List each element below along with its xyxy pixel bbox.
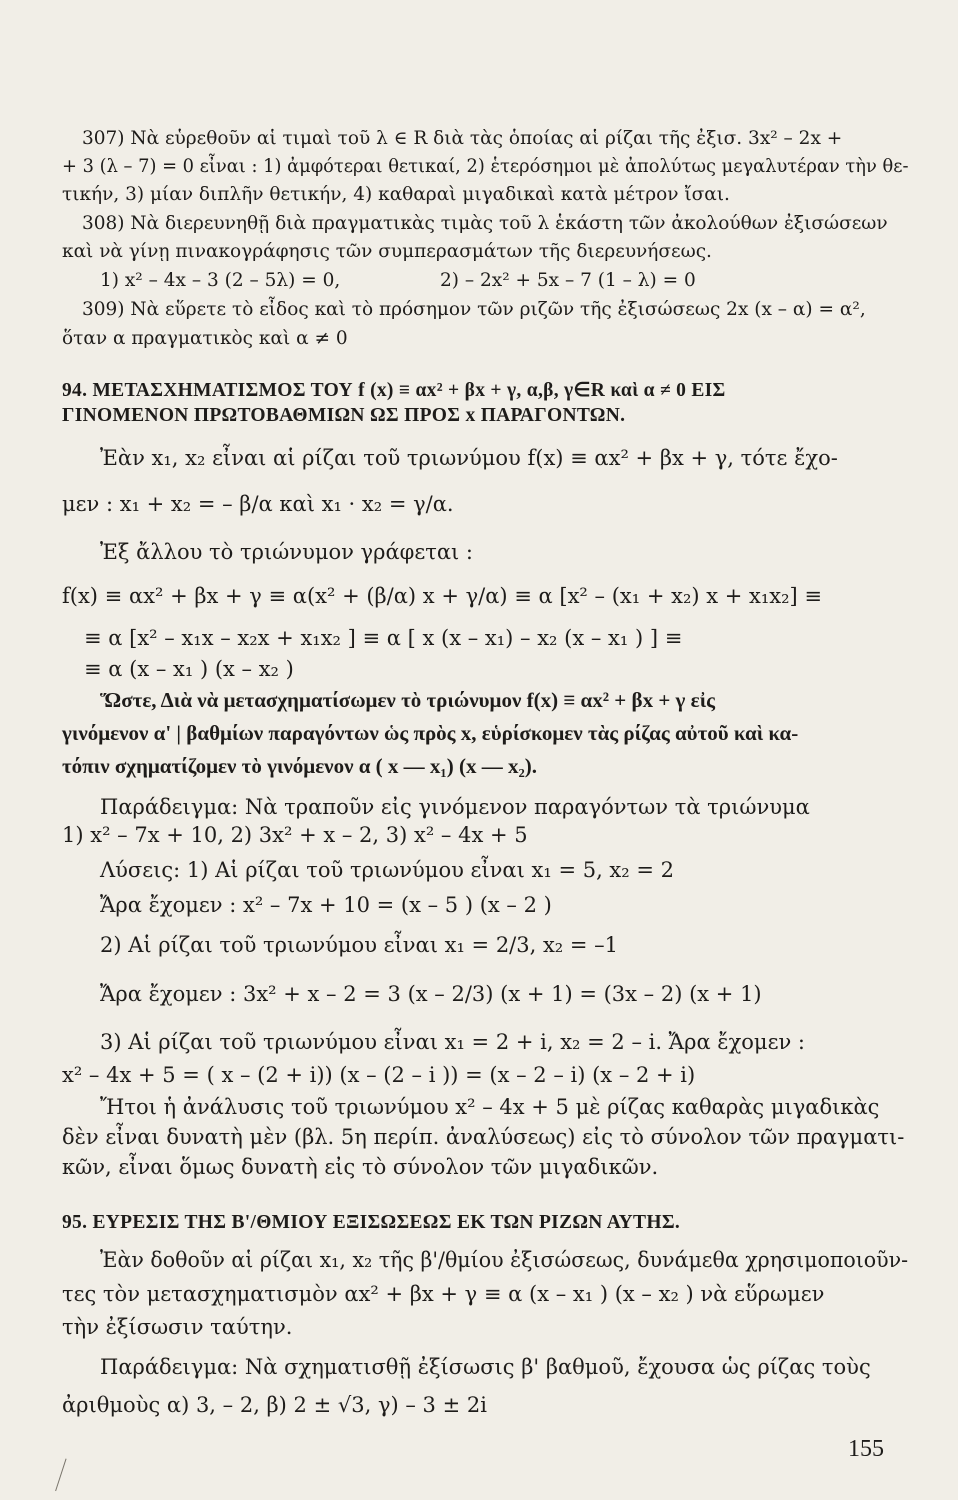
exercise-308-equation2: 2) – 2x² + 5x – 7 (1 – λ) = 0 [440,270,696,291]
page-number: 155 [848,1436,884,1462]
remark-line3: κῶν, εἶναι ὅμως δυνατὴ εἰς τὸ σύνολον τῶν μιγαδικῶν. [62,1155,659,1179]
section-94-paragraph1: Ἐὰν x₁, x₂ εἶναι αἱ ρίζαι τοῦ τριωνύμου f(x) ≡ αx² + βx + γ, τότε ἔχο- [100,446,838,470]
remark-line2: δὲν εἶναι δυνατὴ μὲν (βλ. 5η περίπ. ἀναλύσεως) εἰς τὸ σύνολον τῶν πραγματι- [62,1125,905,1149]
section-94-formula1: f(x) ≡ αx² + βx + γ ≡ α(x² + (β/α) x + γ/α) ≡ α [x² – (x₁ + x₂) x + x₁x₂] ≡ [62,584,823,608]
exercise-307-line1: 307) Νὰ εὑρεθοῦν αἱ τιμαὶ τοῦ λ ∈ R διὰ τὰς ὁποίας αἱ ρίζαι τῆς ἐξισ. 3x² – 2x + [82,128,843,149]
solution-3-factorization: x² – 4x + 5 = ( x – (2 + i)) (x – (2 – i )) = (x – 2 – i) (x – 2 + i) [62,1063,696,1087]
exercise-307-line3: τικήν, 3) μίαν διπλῆν θετικήν, 4) καθαραὶ μιγαδικαὶ κατὰ μέτρον ἴσαι. [62,184,730,205]
section-94-example-heading: Παράδειγμα: Νὰ τραποῦν εἰς γινόμενον παραγόντων τὰ τριώνυμα [100,795,810,819]
section-94-formula2: ≡ α [x² – x₁x – x₂x + x₁x₂ ] ≡ α [ x (x – x₁) – x₂ (x – x₁ ) ] ≡ [84,626,683,650]
pencil-mark [55,1459,80,1496]
remark-line1: Ἤτοι ἡ ἀνάλυσις τοῦ τριωνύμου x² – 4x + 5 μὲ ρίζας καθαρὰς μιγαδικὰς [100,1095,880,1119]
exercise-309-line2: ὅταν α πραγματικὸς καὶ α ≠ 0 [62,328,348,349]
exercise-308-line2: καὶ νὰ γίνῃ πινακογράφησις τῶν συμπερασμάτων τῆς διερευνήσεως. [62,241,712,262]
solution-1-factorization: Ἄρα ἔχομεν : x² – 7x + 10 = (x – 5 ) (x – 2 ) [100,893,552,917]
exercise-308-equation1: 1) x² – 4x – 3 (2 – 5λ) = 0, [100,270,341,291]
section-94-example-trinomials: 1) x² – 7x + 10, 2) 3x² + x – 2, 3) x² – 4x + 5 [62,823,528,847]
solution-3-roots: 3) Αἱ ρίζαι τοῦ τριωνύμου εἶναι x₁ = 2 + i, x₂ = 2 – i. Ἄρα ἔχομεν : [100,1030,805,1054]
section-95-example-numbers: ἀριθμοὺς α) 3, – 2, β) 2 ± √3, γ) – 3 ± 2i [62,1393,487,1417]
solution-2-roots: 2) Αἱ ρίζαι τοῦ τριωνύμου εἶναι x₁ = 2/3, x₂ = –1 [100,933,619,957]
section-94-paragraph3: Ἐξ ἄλλου τὸ τριώνυμον γράφεται : [100,540,474,564]
section-94-conclusion-line1: Ὥστε, Διὰ νὰ μετασχηματίσωμεν τὸ τριώνυμον f(x) ≡ αx² + βx + γ εἰς [100,688,715,712]
section-94-formula3: ≡ α (x – x₁ ) (x – x₂ ) [84,657,294,681]
section-95-paragraph-line3: τὴν ἐξίσωσιν ταύτην. [62,1315,293,1339]
exercise-309-line1: 309) Νὰ εὕρετε τὸ εἶδος καὶ τὸ πρόσημον τῶν ριζῶν τῆς ἐξισώσεως 2x (x – α) = α², [82,299,866,320]
section-94-conclusion-line2: γινόμενον α' | βαθμίων παραγόντων ὡς πρὸς x, εὑρίσκομεν τὰς ρίζας αὐτοῦ καὶ κα- [62,721,799,745]
solution-1-roots: Λύσεις: 1) Αἱ ρίζαι τοῦ τριωνύμου εἶναι x₁ = 5, x₂ = 2 [100,858,674,882]
section-95-title: 95. ΕΥΡΕΣΙΣ ΤΗΣ Β'/ΘΜΙΟΥ ΕΞΙΣΩΣΕΩΣ ΕΚ ΤΩΝ ΡΙΖΩΝ ΑΥΤΗΣ. [62,1212,681,1233]
section-95-paragraph-line2: τες τὸν μετασχηματισμὸν αx² + βx + γ ≡ α (x – x₁ ) (x – x₂ ) νὰ εὕρωμεν [62,1282,825,1306]
section-94-conclusion-line3: τόπιν σχηματίζομεν τὸ γινόμενον α ( x — x₁) (x — x₂). [62,754,537,778]
section-94-title-line1: 94. ΜΕΤΑΣΧΗΜΑΤΙΣΜΟΣ ΤΟΥ f (x) ≡ αx² + βx + γ, α,β, γ∈R καὶ α ≠ 0 ΕΙΣ [62,380,726,401]
section-94-title-line2: ΓΙΝΟΜΕΝΟΝ ΠΡΩΤΟΒΑΘΜΙΩΝ ΩΣ ΠΡΟΣ x ΠΑΡΑΓΟΝΤΩΝ. [62,405,626,426]
section-95-paragraph-line1: Ἐὰν δοθοῦν αἱ ρίζαι x₁, x₂ τῆς β'/θμίου ἐξισώσεως, δυνάμεθα χρησιμοποιοῦν- [100,1248,909,1272]
solution-2-factorization: Ἄρα ἔχομεν : 3x² + x – 2 = 3 (x – 2/3) (x + 1) = (3x – 2) (x + 1) [100,982,762,1006]
section-95-example-heading: Παράδειγμα: Νὰ σχηματισθῇ ἐξίσωσις β' βαθμοῦ, ἔχουσα ὡς ρίζας τοὺς [100,1355,871,1379]
exercise-308-line1: 308) Νὰ διερευνηθῇ διὰ πραγματικὰς τιμὰς τοῦ λ ἑκάστη τῶν ἀκολούθων ἐξισώσεων [82,213,888,234]
section-94-roots-relations: μεν : x₁ + x₂ = – β/α καὶ x₁ · x₂ = γ/α. [62,492,454,516]
exercise-307-line2: + 3 (λ – 7) = 0 εἶναι : 1) ἀμφότεραι θετικαί, 2) ἑτερόσημοι μὲ ἀπολύτως μεγαλυτέραν τὴν θε- [62,156,909,177]
